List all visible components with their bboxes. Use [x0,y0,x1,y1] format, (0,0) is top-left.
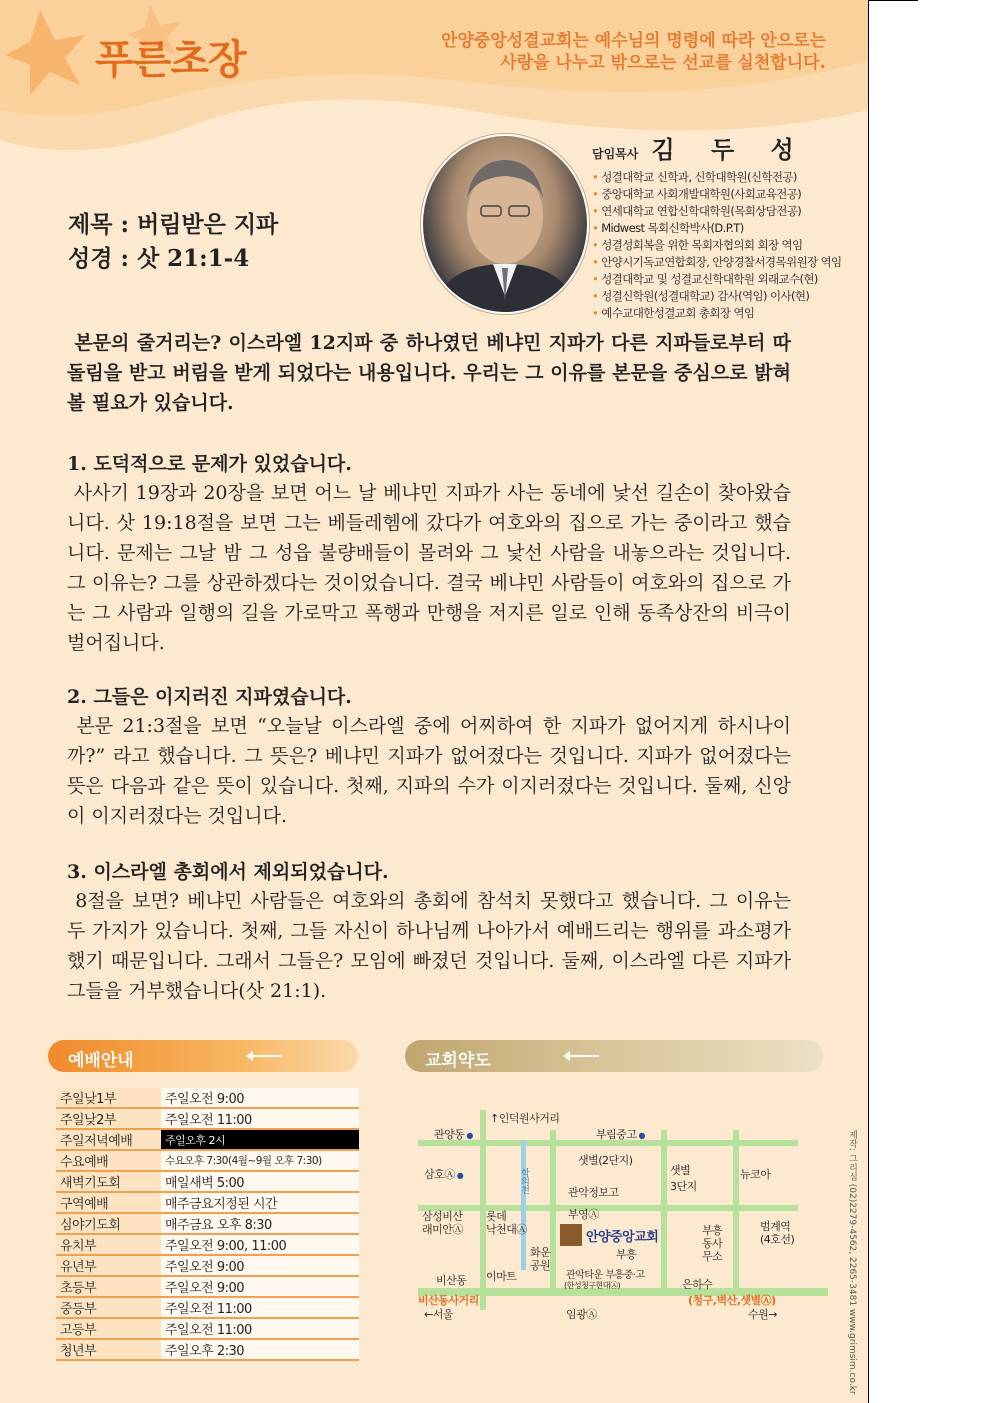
map-label: 관양동 ● [434,1126,473,1142]
table-row [56,1213,359,1234]
map-road [661,1130,667,1295]
table-row [56,1255,359,1276]
map-road [550,1130,556,1290]
section-body: 사사기 19장과 20장을 보면 어느 날 베냐민 지파가 사는 동네에 낯선 길손이 찾아왔습니다. 삿 19:18절을 보면 그는 베들레헴에 갔다가 여호와의 집으로 가는 중이라고 했습니다. 문제는 그날 밤 그 성읍 불량배들이 몰려와 그 낯선 사람을 내놓으라는 것입니다. 그 이유는? 그를 상관하겠다는 것이었습니다. 결국 베냐민 사람들이 여호와의 집으로 가는 그 사람과 일행의 길을 가로막고 폭행과 만행을 저지른 일로 인해 동족상잔의 비극이 벌어집니다. [67,482,791,654]
service-time: 주일오후 2시 [161,1129,359,1150]
map-label: 부흥 동사 무소 [702,1224,723,1263]
service-name: 수요예배 [56,1150,161,1171]
map-road [733,1130,739,1295]
sermon-intro-text: 본문의 줄거리는? 이스라엘 12지파 중 하나였던 베냐민 지파가 다른 지파들로부터 따돌림을 받고 버림을 받게 되었다는 내용입니다. 우리는 그 이유를 본문을 중심으로 밝혀 볼 필요가 있습니다. [67,332,791,414]
table-row [56,1276,359,1297]
table-row [56,1234,359,1255]
arrow-left-icon [565,1055,599,1057]
service-name: 유년부 [56,1255,161,1276]
page-edge-line [868,0,869,1403]
slogan-line-2: 사랑을 나누고 밖으로는 선교를 실천합니다. [500,53,826,73]
credential-item: • 성결신학원(성결대학교) 감사(역임) 이사(현) [592,288,852,305]
pastor-title: 담임목사 [592,147,639,161]
map-label: 범계역 (4호선) [760,1220,795,1246]
service-time: 주일오전 9:00 [161,1088,359,1108]
map-label: 관악정보고 [568,1186,619,1199]
table-row [56,1297,359,1318]
service-time: 주일오전 11:00 [161,1297,359,1318]
pastor-profile [592,130,852,322]
page-edge-line [868,0,918,1]
section-heading: 1. 도덕적으로 문제가 있었습니다. [67,453,352,475]
sermon-section-1 [67,450,791,658]
map-label: 샛별(2단지) [578,1154,633,1167]
map-label: 비산동 [436,1274,467,1287]
sermon-scripture: 성경 : 삿 21:1-4 [68,245,250,272]
service-name: 구역예배 [56,1192,161,1213]
table-row [56,1088,359,1108]
church-location-map [418,1100,838,1340]
service-time: 주일오전 9:00 [161,1255,359,1276]
section-body: 본문 21:3절을 보면 “오늘날 이스라엘 중에 어찌하여 한 지파가 없어지게 하시나이까?” 라고 했습니다. 그 뜻은? 베냐민 지파가 없어졌다는 것입니다. 지파가 없어졌다는 뜻은 다음과 같은 뜻이 있습니다. 첫째, 지파의 수가 이지러졌다는 것입니다. 둘째, 신앙이 이지러졌다는 것입니다. [67,715,791,827]
service-time: 주일오전 9:00, 11:00 [161,1234,359,1255]
map-label: 샛별 3단지 [670,1164,697,1193]
worship-guide-label: 예배안내 [68,1051,134,1071]
worship-guide-heading [48,1040,358,1072]
pastor-portrait-icon [423,136,587,312]
credential-item: • 성결성회복을 위한 목회자협의회 회장 역임 [592,237,852,254]
service-time: 주일오후 2:30 [161,1339,359,1360]
worship-schedule-table [56,1088,359,1361]
map-label: 뉴코아 [740,1168,771,1181]
map-label: 관악타운 부흥중·고 [566,1270,645,1281]
sermon-intro [67,328,791,418]
service-time: 주일오전 11:00 [161,1108,359,1129]
map-label: 부림중고 ● [596,1126,645,1142]
map-label: (청구,벽산,샛별Ⓐ) [688,1294,776,1307]
pastor-photo [421,134,589,314]
church-map-heading [405,1040,823,1072]
credential-item: • 성결대학교 및 성결교신학대학원 외래교수(현) [592,271,852,288]
service-time: 주일오전 9:00 [161,1276,359,1297]
table-row [56,1171,359,1192]
service-name: 초등부 [56,1276,161,1297]
printer-credit: 제작: 그리심 (02)2279-4562, 2265-3481 www.grimsim.co.kr [847,1130,857,1395]
service-name: 주일낮2부 [56,1108,161,1129]
service-name: 심야기도회 [56,1213,161,1234]
map-label: 수원→ [748,1308,777,1321]
sermon-title: 제목 : 버림받은 지파 [68,211,279,238]
map-label: 부흥 [616,1248,637,1261]
map-label: ↑인덕원사거리 [490,1112,560,1125]
church-map-label: 교회약도 [425,1051,491,1071]
service-name: 주일저녁예배 [56,1129,161,1150]
credential-item: • Midwest 목회신학박사(D.P.T) [592,220,852,237]
map-label: 화운 공원 [530,1246,551,1272]
map-label: 학의천 [519,1168,529,1194]
credential-item: • 중앙대학교 사회개발대학원(사회교육전공) [592,186,852,203]
service-time: 주일오전 11:00 [161,1318,359,1339]
sermon-section-2 [67,683,791,831]
credential-item: • 연세대학교 연합신학대학원(목회상담전공) [592,203,852,220]
sermon-section-3 [67,858,791,1006]
church-slogan [441,30,826,74]
pastor-credentials [592,169,852,322]
service-name: 청년부 [56,1339,161,1360]
section-heading: 3. 이스라엘 총회에서 제외되었습니다. [67,861,389,883]
map-label: 삼호Ⓐ ● [424,1166,463,1182]
service-name: 새벽기도회 [56,1171,161,1192]
map-label: 삼성비산 래미안Ⓐ [422,1210,463,1236]
map-road [418,1205,798,1211]
table-row [56,1150,359,1171]
section-heading: 2. 그들은 이지러진 지파였습니다. [67,686,352,708]
map-label: 비산동사거리 [418,1294,479,1307]
credential-item: • 안양시기독교연합회장, 안양경찰서경목위원장 역임 [592,254,852,271]
map-label: 은하수 [682,1278,713,1291]
map-label: (한성청구현대Ⓐ) [564,1281,621,1290]
map-church-label: 안양중앙교회 [586,1230,659,1245]
church-building-icon [560,1224,582,1246]
table-row [56,1129,359,1150]
sermon-header [68,208,278,276]
credential-item: • 성결대학교 신학과, 신학대학원(신학전공) [592,169,852,186]
map-label: 이마트 [486,1270,517,1283]
map-label: 임광Ⓐ [566,1308,597,1321]
table-row [56,1192,359,1213]
table-row [56,1339,359,1360]
service-time: 매주금요지정된 시간 [161,1192,359,1213]
service-time: 수요오후 7:30(4월~9월 오후 7:30) [161,1150,359,1171]
map-label: 롯데 낙천대Ⓐ [486,1210,527,1236]
table-row [56,1108,359,1129]
map-label: ←서울 [424,1308,453,1321]
map-river [521,1140,526,1270]
brand-title: 푸른초장 [95,37,246,83]
map-label: 부영Ⓐ [568,1208,599,1221]
service-name: 주일낮1부 [56,1088,161,1108]
service-name: 중등부 [56,1297,161,1318]
service-name: 고등부 [56,1318,161,1339]
service-name: 유치부 [56,1234,161,1255]
service-time: 매일새벽 5:00 [161,1171,359,1192]
section-body: 8절을 보면? 베냐민 사람들은 여호와의 총회에 참석치 못했다고 했습니다. 그 이유는 두 가지가 있습니다. 첫째, 그들 자신이 하나님께 나아가서 예배드리는 행위를 과소평가했기 때문입니다. 그래서 그들은? 모임에 빠졌던 것입니다. 둘째, 이스라엘 다른 지파가 그들을 거부했습니다(삿 21:1). [67,890,791,1002]
service-time: 매주금요 오후 8:30 [161,1213,359,1234]
slogan-line-1: 안양중앙성결교회는 예수님의 명령에 따라 안으로는 [441,31,826,51]
table-row [56,1318,359,1339]
credential-item: • 예수교대한성결교회 총회장 역임 [592,305,852,322]
arrow-left-icon [248,1055,282,1057]
pastor-name: 김 두 성 [651,135,808,164]
